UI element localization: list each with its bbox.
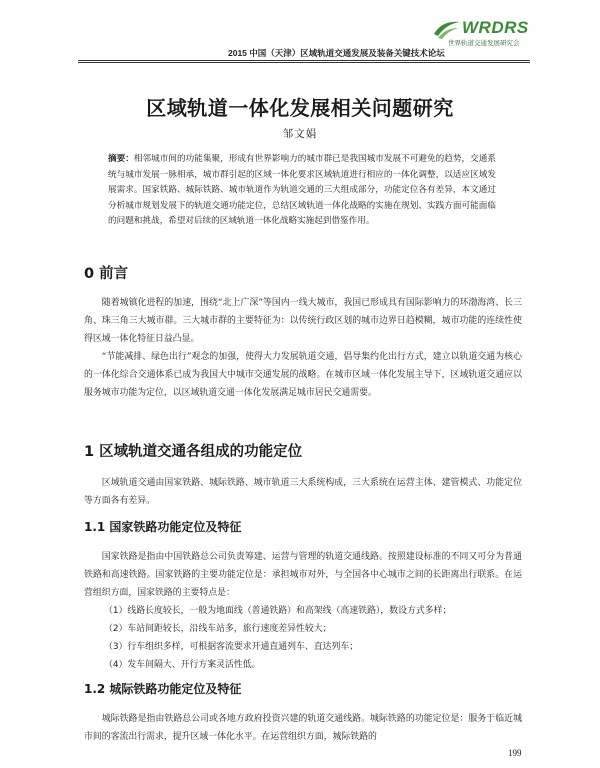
abstract-label: 摘要：: [108, 154, 134, 164]
page-header: [0, 0, 600, 62]
paragraph: 区域轨道交通由国家铁路、城际铁路、城市轨道三大系统构成，三大系统在运营主体、建管模式、功能定位等方面各有差异。: [84, 478, 522, 506]
paragraph: 国家铁路是指由中国铁路总公司负责筹建、运营与管理的轨道交通线路。按照建设标准的不同又可分为普通铁路和高速铁路。国家铁路的主要功能定位是：承担城市对外，与全国各中心城市之间的长距离出行联系。在运营组织方面，国家铁路的主要特点是：: [84, 552, 522, 598]
abstract-text: 相邻城市间的功能集聚，形成有世界影响力的城市群已是我国城市发展不可避免的趋势，交通系统与城市发展一脉相承，城市群引起的区域一体化要求区域轨道进行相应的一体化调整，以适应区域发展需求。国家铁路、城际铁路、城市轨道作为轨道交通的三大组成部分，功能定位各有差异，本文通过分析城市规划发展下的轨道交通功能定位，总结区域轨道一体化战略的实施在规划、实践方面可能面临的问题和挑战，希望对后续的区域轨道一体化战略实施起到借鉴作用。: [108, 154, 496, 227]
paragraph: 城际铁路是指由铁路总公司或各地方政府投资兴建的轨道交通线路。城际铁路的功能定位是：服务于临近城市间的客流出行需求，提升区域一体化水平。在运营组织方面，城际铁路的: [84, 714, 522, 742]
list-item: （1）线路长度较长，一般为地面线（普通铁路）和高架线（高速铁路），数设方式多样；: [104, 606, 452, 616]
page-number: 199: [508, 748, 522, 758]
paragraph: “节能减排、绿色出行”观念的加强，使得大力发展轨道交通，倡导集约化出行方式，建立以轨道交通为核心的一体化综合交通体系已成为我国大中城市交通发展的战略。在城市区域一体化发展主导下，区域轨道交通应以服务城市功能为定位，以区域轨道交通一体化发展满足城市居民交通需要。: [84, 352, 522, 398]
section-heading-1-2: 1.2 城际铁路功能定位及特征: [84, 682, 242, 696]
logo-text: WRDRS: [462, 18, 529, 37]
header-rule-thin: [78, 62, 530, 63]
paper-title: 区域轨道一体化发展相关问题研究: [146, 96, 454, 120]
abstract: [108, 152, 496, 230]
list-item: （3）行车组织多样，可根据客流要求开通直通列车、直达列车；: [104, 642, 359, 652]
paragraph: 随着城镇化进程的加速，围绕“北上广深”等国内一线大城市，我国已形成具有国际影响力的环渤海湾、长三角、珠三角三大城市群。三大城市群的主要特征为：以传统行政区划的城市边界日趋模糊，城市功能的连续性使得区域一体化特征日益凸显。: [84, 298, 522, 344]
conference-title: 2015 中国（天津）区域轨道交通发展及装备关键技术论坛: [228, 48, 445, 58]
list-item: （2）车站间距较长，沿线车站多，旅行速度差异性较大；: [104, 624, 332, 634]
section-heading-1: 1 区域轨道交通各组成的功能定位: [84, 444, 303, 460]
wrdrs-logo-icon: [432, 18, 462, 40]
section-heading-0: 0 前言: [84, 266, 129, 282]
list-item: （4）发车间隔大、开行方案灵活性低。: [104, 660, 261, 670]
logo-subtitle: 世界轨道交通发展研究会: [448, 40, 520, 47]
paper-author: 邹文娟: [282, 128, 318, 140]
feature-list: [104, 602, 524, 674]
section-heading-1-1: 1.1 国家铁路功能定位及特征: [84, 520, 242, 534]
header-rule: [78, 60, 530, 61]
